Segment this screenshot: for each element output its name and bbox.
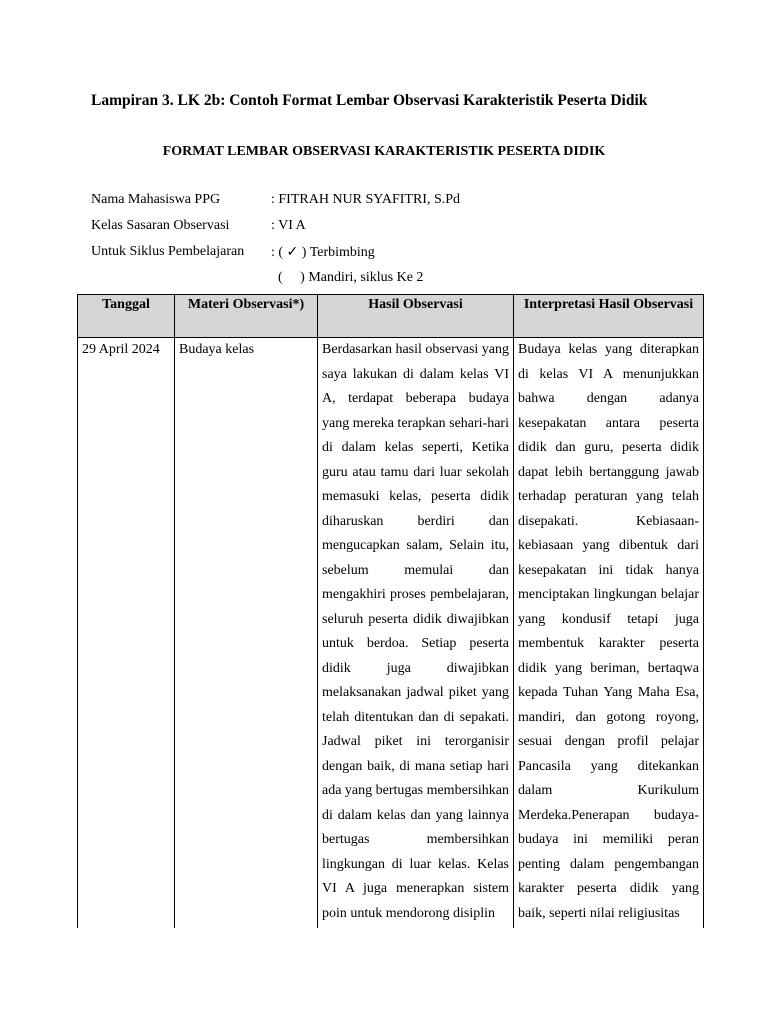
table-row — [78, 338, 704, 929]
observation-table — [77, 294, 704, 928]
info-row-siklus-mandiri — [278, 270, 423, 286]
document-title: Lampiran 3. LK 2b: Contoh Format Lembar Observasi Karakteristik Peserta Didik — [91, 92, 648, 109]
nama-value: : FITRAH NUR SYAFITRI, S.Pd — [271, 192, 461, 207]
cell-tanggal — [78, 338, 175, 929]
header-materi: Materi Observasi*) — [175, 295, 318, 338]
tanggal-text: 29 April 2024 — [82, 342, 160, 357]
nama-label: Nama Mahasiswa PPG — [91, 192, 221, 207]
cell-materi — [175, 338, 318, 929]
siklus-value: : ( ✓ ) Terbimbing — [271, 245, 375, 260]
interpretasi-text: Budaya kelas yang diterapkan di kelas VI A menunjukkan bahwa dengan adanya kesepakatan antara peserta didik dan guru, peserta didik dapat lebih bertanggung jawab terhadap peraturan yang telah disepakati. Kebiasaan-kebiasaan yang dibentuk dari kesepakatan ini tidak hanya menciptakan lingkungan belajar yang kondusif tetapi juga membentuk karakter peserta didik yang beriman, bertaqwa kepada Tuhan Yang Maha Esa, mandiri, dan gotong royong, sesuai dengan profil pelajar Pancasila yang ditekankan dalam Kurikulum Merdeka.Penerapan budaya-budaya ini memiliki peran penting dalam pengembangan karakter peserta didik yang baik, seperti nilai religiusitas — [518, 342, 699, 921]
siklus-value-mandiri: ( ) Mandiri, siklus Ke 2 — [278, 270, 424, 285]
cell-interpretasi — [514, 338, 704, 929]
form-heading: FORMAT LEMBAR OBSERVASI KARAKTERISTIK PESERTA DIDIK — [162, 144, 606, 159]
hasil-text: Berdasarkan hasil observasi yang saya lakukan di dalam kelas VI A, terdapat beberapa budaya yang mereka terapkan sehari-hari di dalam kelas seperti, Ketika guru atau tamu dari luar sekolah memasuki kelas, peserta didik diharuskan berdiri dan mengucapkan salam, Selain itu, sebelum memulai dan mengakhiri proses pembelajaran, seluruh peserta didik diwajibkan untuk berdoa. Setiap peserta didik juga diwajibkan melaksanakan jadwal piket yang telah ditentukan dan di sepakati. Jadwal piket ini terorganisir dengan baik, di mana setiap hari ada yang bertugas membersihkan di dalam kelas dan yang lainnya bertugas membersihkan lingkungan di luar kelas. Kelas VI A juga menerapkan sistem poin untuk mendorong disiplin — [322, 342, 509, 921]
siklus-label: Untuk Siklus Pembelajaran — [91, 244, 245, 259]
cell-hasil — [318, 338, 514, 929]
header-interpretasi: Interpretasi Hasil Observasi — [514, 295, 704, 338]
header-tanggal: Tanggal — [78, 295, 175, 338]
header-hasil: Hasil Observasi — [318, 295, 514, 338]
materi-text: Budaya kelas — [179, 342, 255, 357]
table-header-row — [78, 295, 704, 338]
kelas-value: : VI A — [271, 218, 306, 233]
kelas-label: Kelas Sasaran Observasi — [91, 218, 230, 233]
